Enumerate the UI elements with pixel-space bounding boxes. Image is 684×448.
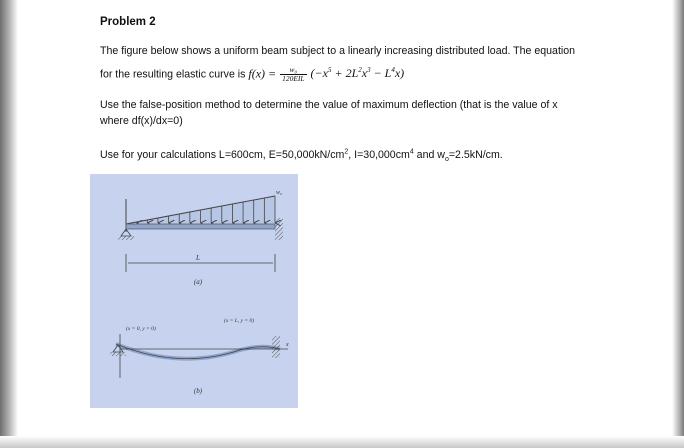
intro-line-1: The figure below shows a uniform beam subject to a linearly increasing distributed load. The equation — [100, 45, 576, 57]
label-b: (b) — [193, 387, 203, 395]
task-line-2: where df(x)/dx=0) — [100, 115, 183, 127]
beam-a-body — [126, 224, 275, 229]
fraction-denominator: 120EIL — [282, 74, 305, 83]
equation-rhs: $(-x^5 + 2L^2x^3 - L^4x)$ — [310, 66, 405, 81]
page-shadow-bottom — [0, 436, 684, 448]
beam-figure — [90, 174, 298, 408]
equation-prefix: for the resulting elastic curve is — [100, 68, 246, 81]
problem-title: Problem 2 — [100, 16, 156, 28]
equation-line — [100, 66, 404, 83]
equation-lhs: f(x) = — [248, 66, 277, 81]
equation-fraction — [280, 66, 307, 83]
task-line-1: Use the false-position method to determine the value of maximum deflection (that is the value of x — [100, 99, 558, 111]
page-shadow-right — [672, 0, 684, 448]
fixed-support-b — [272, 336, 280, 358]
load-intensity-label: w₀ — [276, 190, 283, 196]
bc-right-label: (x = L, y = 0) — [224, 318, 255, 324]
x-label: x — [286, 342, 289, 348]
bc-left-label: (x = 0, y = 0) — [126, 326, 156, 332]
label-a: (a) — [193, 278, 203, 286]
beam-diagram — [90, 174, 298, 408]
span-label: L — [196, 254, 200, 262]
fraction-numerator: w₀ — [280, 66, 307, 75]
calculation-parameters: Use for your calculations L=600cm, $E=50,000kN/cm^2$, $I=30,000cm^4$ and $w_o=2.5kN/cm$. — [100, 148, 503, 164]
page-shadow-left — [0, 0, 18, 448]
fixed-support-right — [275, 218, 283, 240]
